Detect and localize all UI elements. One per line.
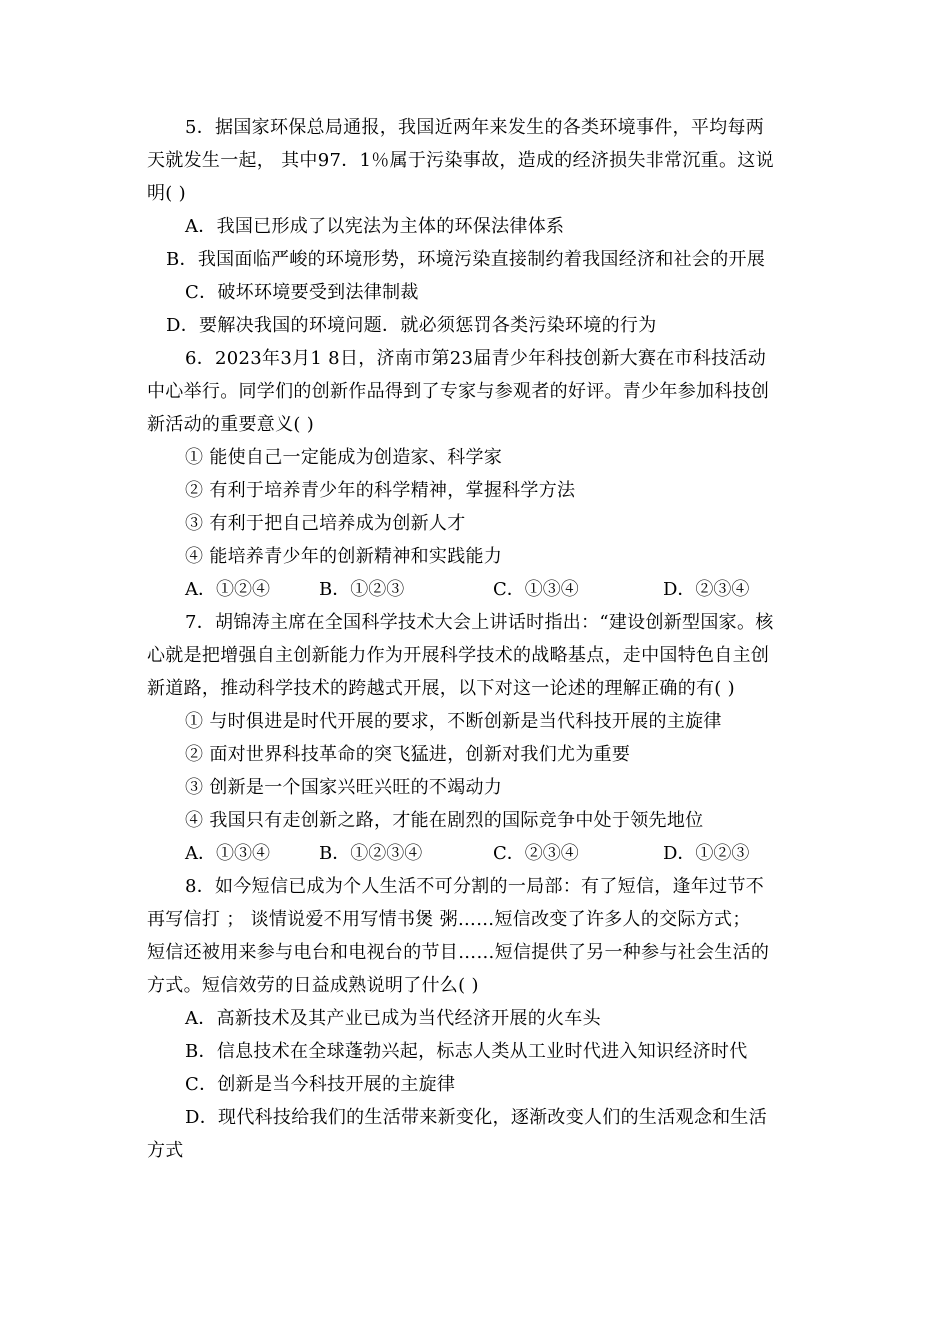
q5-option-d: D．要解决我国的环境问题．就必须惩罚各类污染环境的行为 bbox=[166, 315, 657, 336]
q8-stem-line-2: 再写信打 ； 谈情说爱不用写情书煲 粥……短信改变了许多人的交际方式； bbox=[147, 909, 751, 930]
q5-stem-line-1: 5．据国家环保总局通报，我国近两年来发生的各类环境事件，平均每两 bbox=[185, 117, 765, 138]
q8-option-c: C．创新是当今科技开展的主旋律 bbox=[185, 1074, 456, 1095]
q8-stem-line-1: 8．如今短信已成为个人生活不可分割的一局部：有了短信，逢年过节不 bbox=[185, 876, 765, 897]
q7-options-row bbox=[0, 842, 950, 866]
q6-statement-2: ② 有利于培养青少年的科学精神，掌握科学方法 bbox=[185, 480, 576, 501]
q5-stem-line-3: 明( ) bbox=[147, 183, 186, 204]
q5-option-c: C．破坏环境要受到法律制裁 bbox=[185, 282, 419, 303]
q6-options-row bbox=[0, 578, 950, 602]
q7-statement-3: ③ 创新是一个国家兴旺兴旺的不竭动力 bbox=[185, 777, 503, 798]
q6-option-c: C．①③④ bbox=[493, 579, 579, 600]
q7-option-b: B．①②③④ bbox=[319, 843, 423, 864]
q7-stem-line-1: 7．胡锦涛主席在全国科学技术大会上讲话时指出：“建设创新型国家。核 bbox=[185, 612, 774, 633]
q7-option-a: A．①③④ bbox=[185, 843, 270, 864]
q7-stem-line-3: 新道路，推动科学技术的跨越式开展，以下对这一论述的理解正确的有( ) bbox=[147, 678, 735, 699]
q8-option-d-line-2: 方式 bbox=[147, 1140, 184, 1161]
q5-stem-line-2: 天就发生一起， 其中97．1％属于污染事故，造成的经济损失非常沉重。这说 bbox=[147, 150, 774, 171]
q8-option-b: B．信息技术在全球蓬勃兴起，标志人类从工业时代进入知识经济时代 bbox=[185, 1041, 748, 1062]
q5-option-b: B．我国面临严峻的环境形势，环境污染直接制约着我国经济和社会的开展 bbox=[166, 249, 766, 270]
q6-statement-4: ④ 能培养青少年的创新精神和实践能力 bbox=[185, 546, 503, 567]
q6-statement-3: ③ 有利于把自己培养成为创新人才 bbox=[185, 513, 466, 534]
q6-option-d: D．②③④ bbox=[663, 579, 750, 600]
q7-statement-2: ② 面对世界科技革命的突飞猛进，创新对我们尤为重要 bbox=[185, 744, 631, 765]
q8-stem-line-4: 方式。短信效劳的日益成熟说明了什么( ) bbox=[147, 975, 479, 996]
q5-option-a: A．我国已形成了以宪法为主体的环保法律体系 bbox=[185, 216, 565, 237]
q7-option-d: D．①②③ bbox=[663, 843, 750, 864]
q8-option-a: A．高新技术及其产业已成为当代经济开展的火车头 bbox=[185, 1008, 601, 1029]
q8-option-d-line-1: D．现代科技给我们的生活带来新变化，逐渐改变人们的生活观念和生活 bbox=[185, 1107, 768, 1128]
q6-stem-line-2: 中心举行。同学们的创新作品得到了专家与参观者的好评。青少年参加科技创 bbox=[147, 381, 770, 402]
q7-statement-4: ④ 我国只有走创新之路，才能在剧烈的国际竞争中处于领先地位 bbox=[185, 810, 704, 831]
q6-stem-line-3: 新活动的重要意义( ) bbox=[147, 414, 315, 435]
q7-stem-line-2: 心就是把增强自主创新能力作为开展科学技术的战略基点，走中国特色自主创 bbox=[147, 645, 770, 666]
q6-option-a: A．①②④ bbox=[185, 579, 270, 600]
q8-stem-line-3: 短信还被用来参与电台和电视台的节目……短信提供了另一种参与社会生活的 bbox=[147, 942, 770, 963]
q7-statement-1: ① 与时俱进是时代开展的要求，不断创新是当代科技开展的主旋律 bbox=[185, 711, 722, 732]
q6-statement-1: ① 能使自己一定能成为创造家、科学家 bbox=[185, 447, 503, 468]
q6-stem-line-1: 6．2023年3月1 8日，济南市第23届青少年科技创新大赛在市科技活动 bbox=[185, 348, 767, 369]
q6-option-b: B．①②③ bbox=[319, 579, 405, 600]
q7-option-c: C．②③④ bbox=[493, 843, 579, 864]
